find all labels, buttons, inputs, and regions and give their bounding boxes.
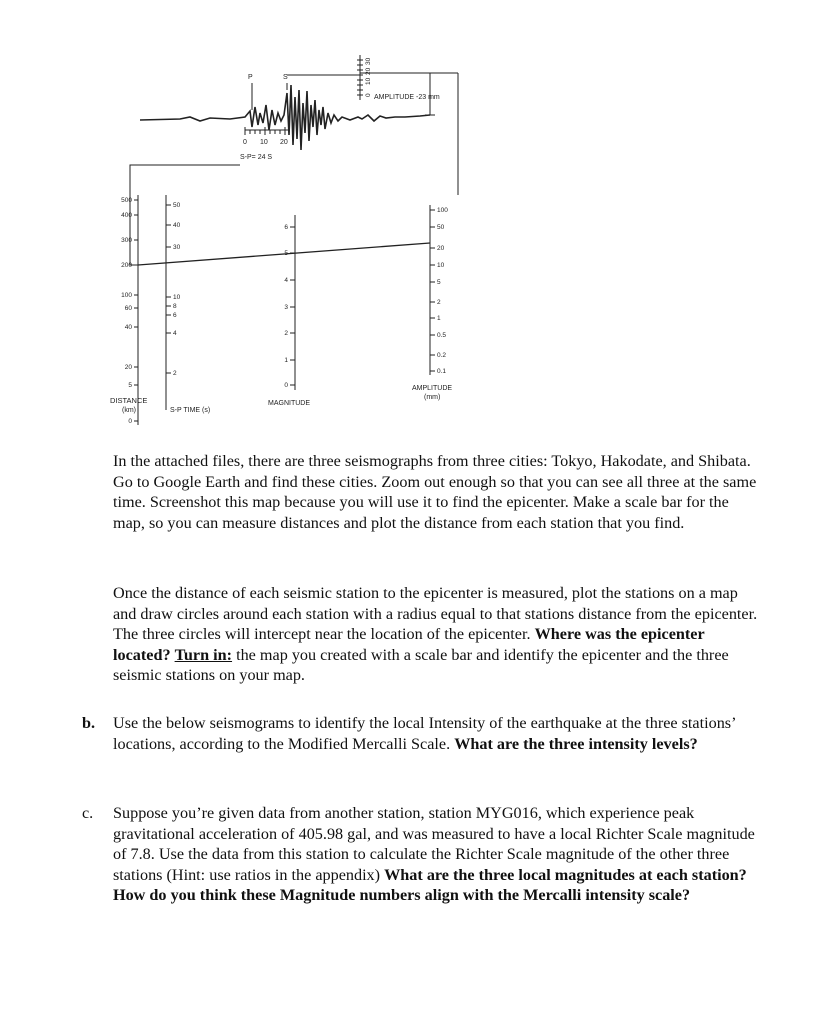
question-b-bold: What are the three intensity levels? (454, 734, 698, 753)
p-wave-label: P (248, 74, 253, 81)
instructions-paragraph-1 (113, 451, 758, 533)
richter-nomogram-figure (100, 55, 480, 435)
question-b-text: Use the below seismograms to identify the local Intensity of the earthquake at the three stations’ locations, according to the Modified Mercalli Scale. (113, 714, 736, 753)
amplitude-measure-label: AMPLITUDE -23 mm (374, 94, 440, 101)
sp-time-tick-label: 6 (173, 312, 177, 319)
amplitude-axis-title: AMPLITUDE (412, 385, 453, 392)
distance-tick-label: 200 (121, 262, 132, 269)
sp-time-tick-label: 40 (173, 222, 181, 229)
question-c-marker: c. (82, 804, 94, 822)
paragraph-2-text: Once the distance of each seismic station to the epicenter is measured, plot the stations on a map and draw circles around each station with a radius equal to that stations distance from the epicenter. The three circles will intercept near the location of the epicenter. (113, 584, 758, 644)
distance-tick-label: 5 (128, 382, 132, 389)
amp-ruler-tick-0: 0 (365, 93, 372, 97)
distance-tick-label: 100 (121, 292, 132, 299)
paragraph-1-text: In the attached files, there are three seismographs from three cities: Tokyo, Hakodate, and Shibata. Go to Google Earth and find these cities. Zoom out enough so that you can see all three at the same time. Screenshot this map because you will use it to find the epicenter. Make a scale bar for the map, so you can measure distances and plot the distance from each station that you find. (113, 452, 757, 532)
distance-axis-title: DISTANCE (110, 396, 148, 405)
time-ruler-ticks (245, 127, 285, 135)
amp-ruler-tick-30: 30 (365, 57, 372, 65)
turn-in-text: the map you created with a scale bar and identify the epicenter and the three seismic stations on your map. (113, 645, 729, 685)
distance-tick-label: 40 (124, 324, 132, 331)
amplitude-tick-label: 0.5 (437, 332, 447, 339)
amplitude-tick-label: 0.1 (437, 368, 447, 375)
nomogram-svg (100, 55, 480, 435)
amplitude-tick-label: 1 (437, 315, 441, 322)
sp-time-axis-title: S-P TIME (s) (170, 407, 211, 414)
sp-time-tick-label: 4 (173, 330, 177, 337)
amp-ruler-tick-10: 10 (365, 77, 372, 85)
magnitude-axis-title: MAGNITUDE (268, 400, 310, 407)
epicenter-question: Where was the epicenter located? (113, 625, 705, 664)
magnitude-tick-label: 4 (284, 277, 288, 284)
distance-tick-label: 300 (121, 237, 132, 244)
sp-time-tick-label: 30 (173, 244, 181, 251)
question-b (82, 713, 758, 754)
amplitude-tick-label: 20 (437, 245, 445, 252)
magnitude-tick-label: 3 (284, 304, 288, 311)
amplitude-tick-label: 5 (437, 279, 441, 286)
magnitude-tick-label: 2 (284, 330, 288, 337)
distance-tick-label: 20 (124, 364, 132, 371)
time-tick-0: 0 (243, 139, 247, 146)
question-c (82, 803, 758, 906)
time-tick-10: 10 (260, 139, 268, 146)
question-b-marker: b. (82, 714, 96, 732)
distance-tick-label: 500 (121, 197, 132, 204)
magnitude-tick-label: 1 (284, 357, 288, 364)
turn-in-label: Turn in: (174, 645, 233, 664)
distance-axis-unit: (km) (122, 407, 136, 414)
amplitude-tick-label: 100 (437, 207, 448, 214)
amplitude-tick-label: 50 (437, 224, 445, 231)
distance-tick-label: 60 (124, 305, 132, 312)
distance-tick-label: 0 (128, 418, 132, 425)
sp-time-tick-label: 10 (173, 294, 181, 301)
sp-time-tick-label: 50 (173, 202, 181, 209)
amplitude-tick-label: 10 (437, 262, 445, 269)
amplitude-axis-unit: (mm) (424, 394, 441, 401)
s-wave-label: S (283, 74, 288, 81)
amplitude-tick-label: 0.2 (437, 352, 447, 359)
magnitude-tick-label: 5 (284, 250, 288, 257)
sp-time-tick-label: 2 (173, 370, 177, 377)
amp-ruler-tick-20: 20 (365, 67, 372, 75)
sp-interval-label: S-P= 24 S (240, 154, 273, 161)
question-c-bold: What are the three local magnitudes at each station? How do you think these Magnitude numbers align with the Mercalli intensity scale? (113, 865, 747, 905)
distance-tick-label: 400 (121, 212, 132, 219)
instructions-paragraph-2 (113, 583, 758, 686)
question-c-text: Suppose you’re given data from another station, station MYG016, which experience peak gravitational acceleration of 405.98 gal, and was measured to have a local Richter Scale magnitude of 7.8. Use the data from this station to calculate the Richter Scale magnitude of the other three stations (Hint: use ratios in the appendix) (113, 804, 755, 884)
sp-time-tick-label: 8 (173, 303, 177, 310)
magnitude-tick-label: 6 (284, 224, 288, 231)
amplitude-tick-label: 2 (437, 299, 441, 306)
magnitude-tick-label: 0 (284, 382, 288, 389)
time-tick-20: 20 (280, 139, 288, 146)
